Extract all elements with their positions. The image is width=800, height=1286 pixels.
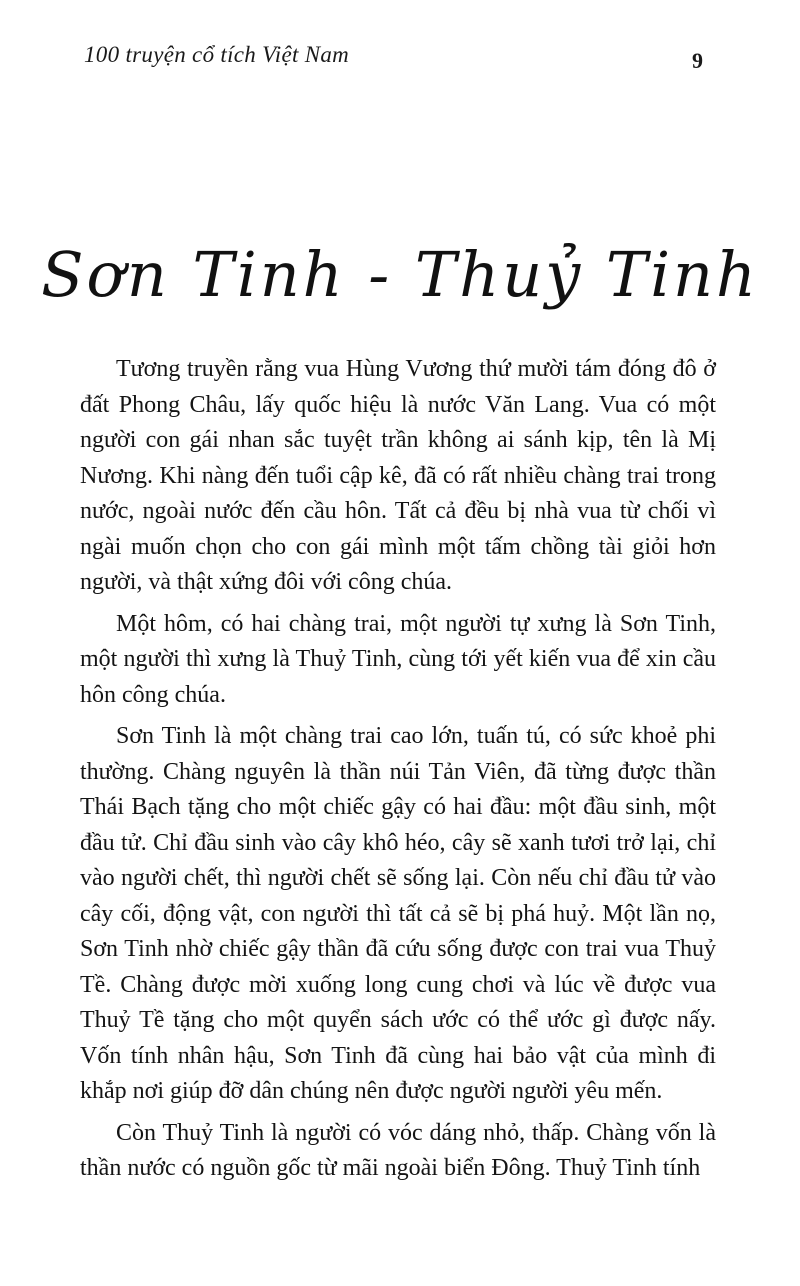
page-number: 9 xyxy=(692,48,703,73)
paragraph-3: Sơn Tinh là một chàng trai cao lớn, tuấn tú, có sức khoẻ phi thường. Chàng nguyên là thần núi Tản Viên, đã từng được thần Thái Bạch tặng cho một chiếc gậy có hai đầu: một đầu sinh, một đầu tử. Chỉ đầu sinh vào cây khô héo, cây sẽ xanh tươi trở lại, chỉ vào người chết, thì người chết sẽ sống lại. Còn nếu chỉ đầu tử vào cây cối, động vật, con người thì tất cả sẽ bị phá huỷ. Một lần nọ, Sơn Tinh nhờ chiếc gậy thần đã cứu sống được con trai vua Thuỷ Tề. Chàng được mời xuống long cung chơi và lúc về được vua Thuỷ Tề tặng cho một quyển sách ước có thể ước gì được nấy. Vốn tính nhân hậu, Sơn Tinh đã cùng hai bảo vật của mình đi khắp nơi giúp đỡ dân chúng nên được người người yêu mến. xyxy=(80,723,716,1104)
running-header-book-title: 100 truyện cổ tích Việt Nam xyxy=(84,42,350,67)
body-text xyxy=(80,352,716,1187)
chapter-title: Sơn Tinh - Thuỷ Tinh xyxy=(41,238,759,311)
paragraph-1: Tương truyền rằng vua Hùng Vương thứ mười tám đóng đô ở đất Phong Châu, lấy quốc hiệu là nước Văn Lang. Vua có một người con gái nhan sắc tuyệt trần không ai sánh kịp, tên là Mị Nương. Khi nàng đến tuổi cập kê, đã có rất nhiều chàng trai trong nước, ngoài nước đến cầu hôn. Tất cả đều bị nhà vua từ chối vì ngài muốn chọn cho con gái mình một tấm chồng tài giỏi hơn người, và thật xứng đôi với công chúa. xyxy=(80,356,716,595)
paragraph-4: Còn Thuỷ Tinh là người có vóc dáng nhỏ, thấp. Chàng vốn là thần nước có nguồn gốc từ mãi ngoài biển Đông. Thuỷ Tinh tính xyxy=(80,1119,716,1181)
paragraph-2: Một hôm, có hai chàng trai, một người tự xưng là Sơn Tinh, một người thì xưng là Thuỷ Tinh, cùng tới yết kiến vua để xin cầu hôn công chúa. xyxy=(80,610,716,708)
